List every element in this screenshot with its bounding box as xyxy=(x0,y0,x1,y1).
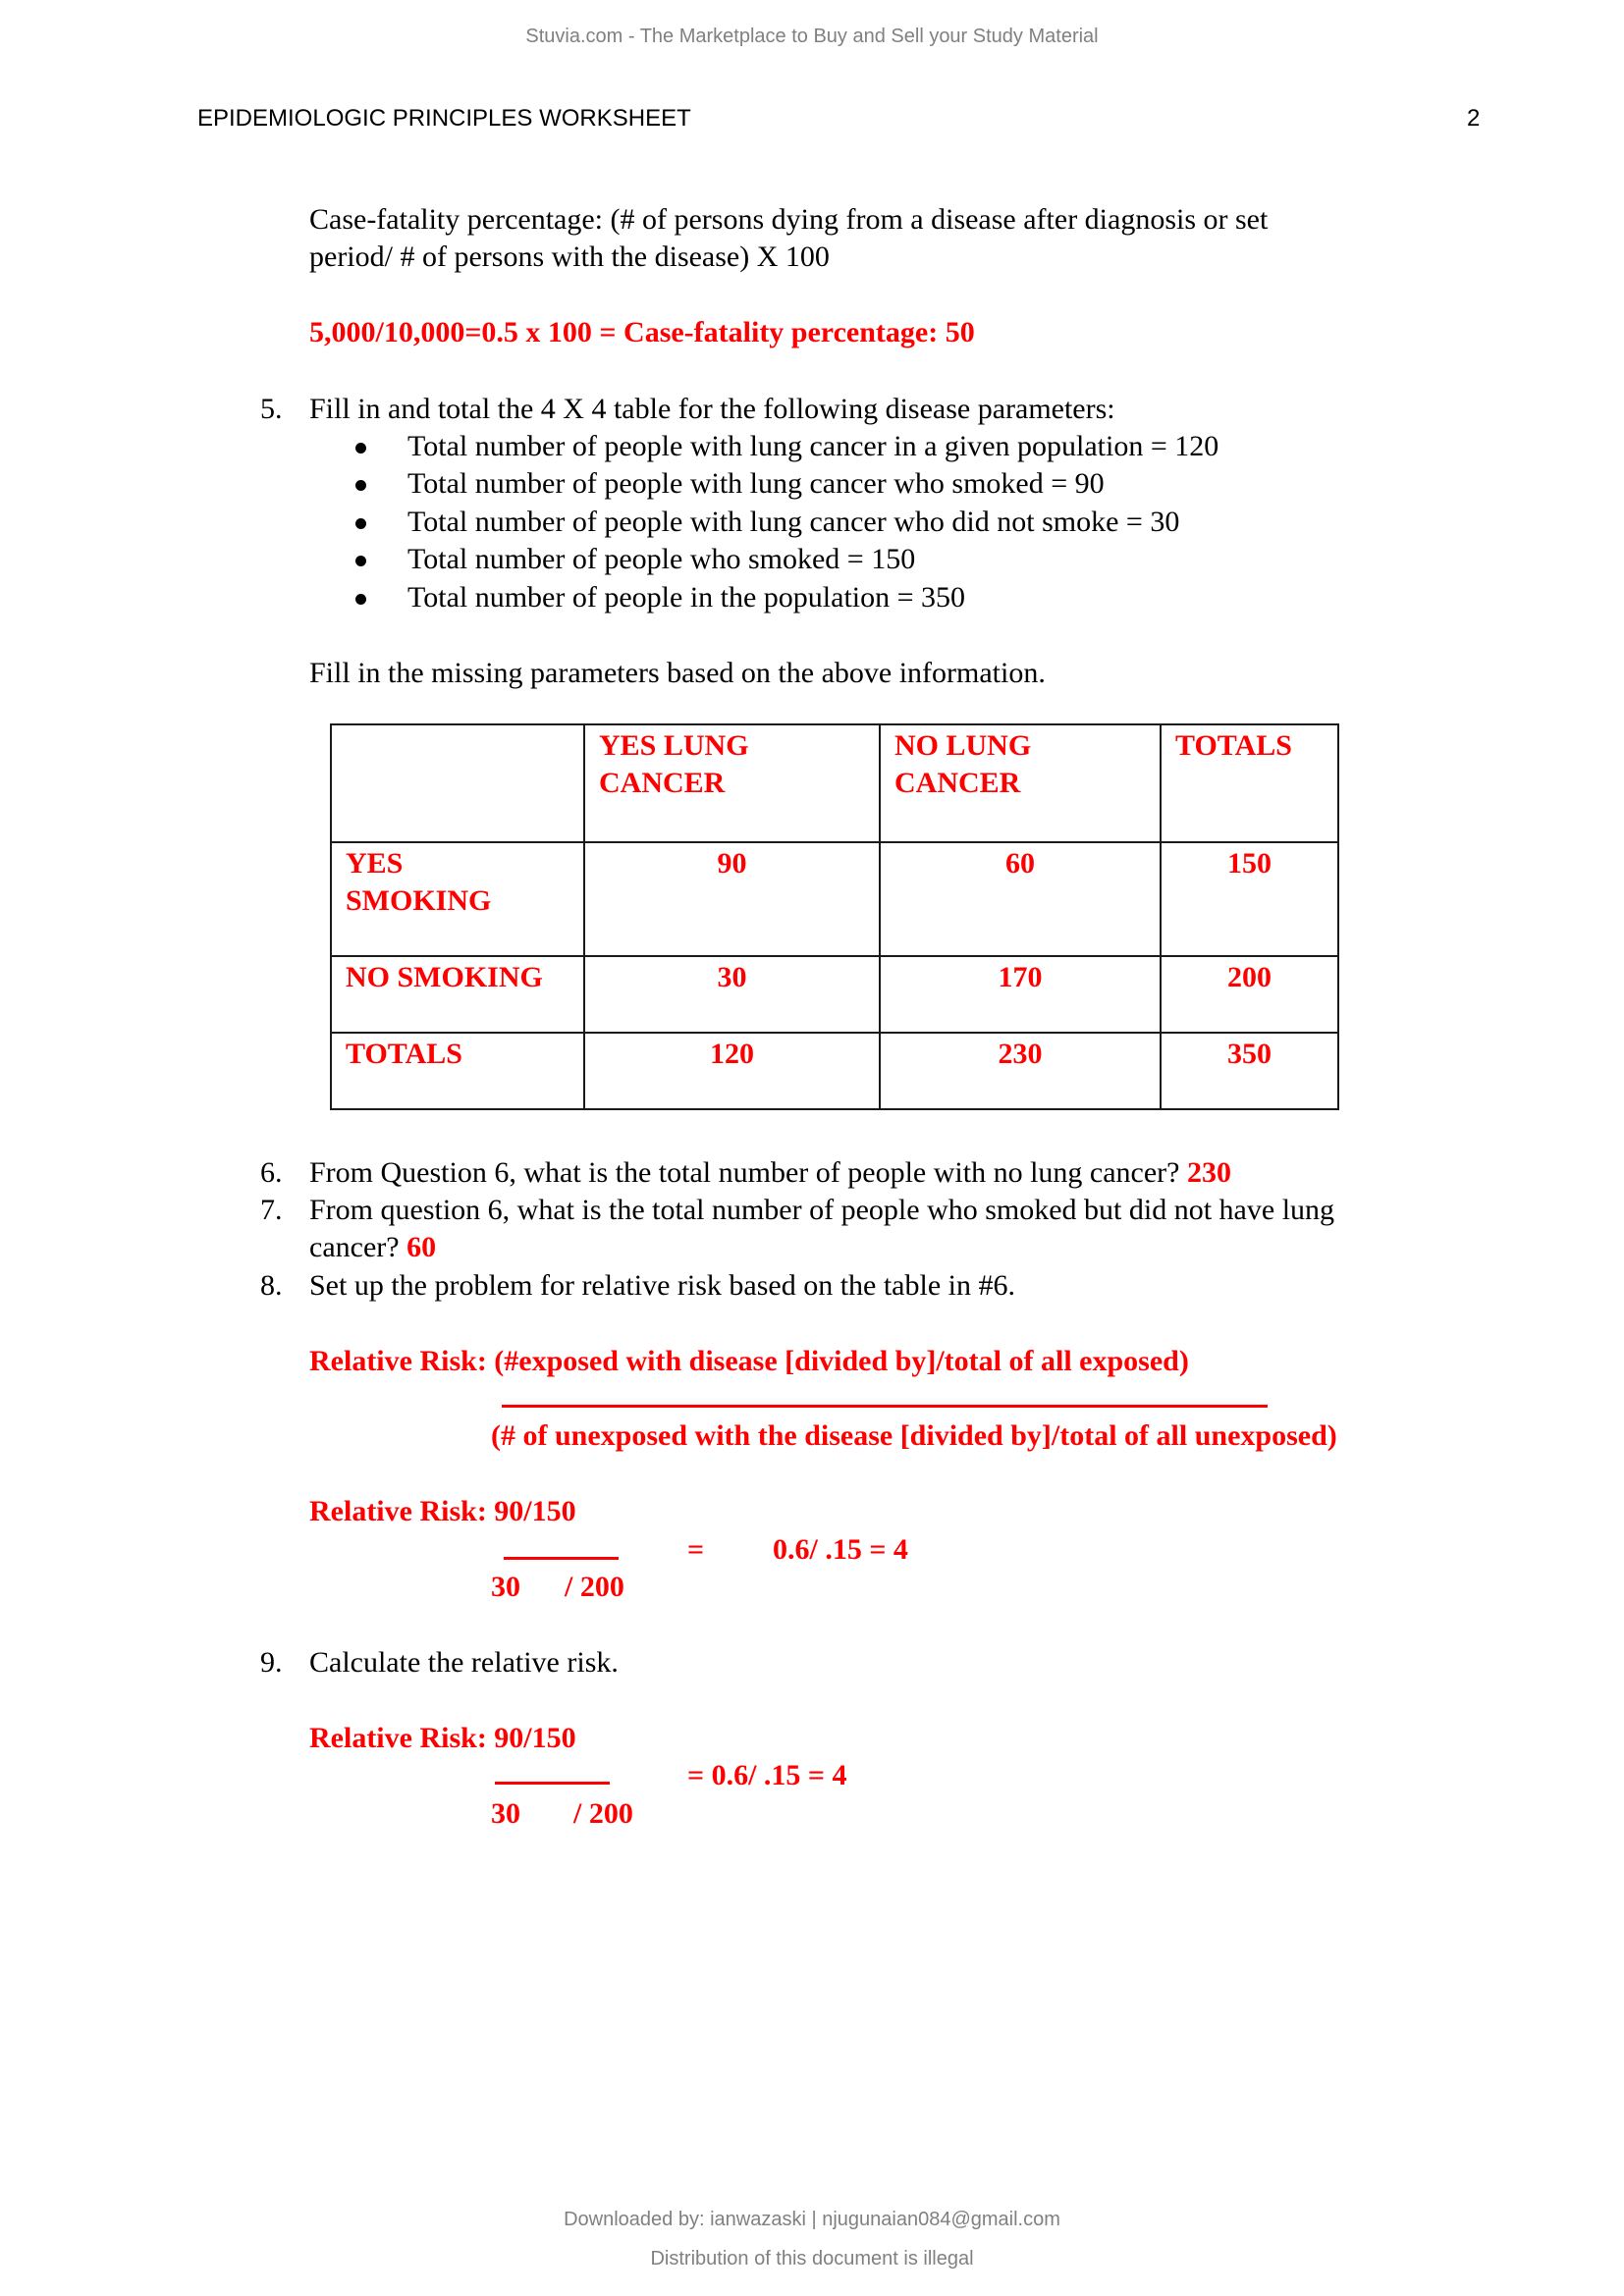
watermark-distribution-notice: Distribution of this document is illegal xyxy=(650,2248,974,2269)
row-label-no-smoking: NO SMOKING xyxy=(331,956,584,1033)
watermark-downloaded-by: Downloaded by: ianwazaski | njugunaian084@gmail.com xyxy=(564,2209,1060,2230)
question-5-bullet: Total number of people with lung cancer who did not smoke = 30 xyxy=(407,506,1180,538)
table-row xyxy=(331,842,1338,956)
table-header-yes-lung-cancer: YES LUNG CANCER xyxy=(584,724,880,842)
bullet-icon xyxy=(355,443,366,454)
question-7-text-line2: cancer? xyxy=(309,1231,400,1263)
question-8-text: Set up the problem for relative risk based on the table in #6. xyxy=(309,1269,1015,1302)
table-row xyxy=(331,956,1338,1033)
cell-yes-smoking-no-cancer: 60 xyxy=(880,842,1161,956)
relative-risk-denominator-a: 30 xyxy=(491,1571,520,1603)
row-label-totals: TOTALS xyxy=(331,1033,584,1109)
contingency-table xyxy=(330,723,1339,1110)
table-row xyxy=(331,1033,1338,1109)
table-header-row xyxy=(331,724,1338,842)
question-5-text: Fill in and total the 4 X 4 table for the following disease parameters: xyxy=(309,393,1115,425)
bullet-icon xyxy=(355,480,366,491)
relative-risk-calc-denominator-a: 30 xyxy=(491,1797,520,1830)
cell-totals-yes-cancer: 120 xyxy=(584,1033,880,1109)
case-fatality-answer: 5,000/10,000=0.5 x 100 = Case-fatality percentage: 50 xyxy=(309,316,975,348)
question-9-number: 9. xyxy=(260,1646,283,1679)
question-6-answer: 230 xyxy=(1186,1156,1231,1189)
bullet-icon xyxy=(355,518,366,529)
fraction-bar xyxy=(502,1405,1268,1408)
cell-yes-smoking-total: 150 xyxy=(1161,842,1338,956)
cell-no-smoking-total: 200 xyxy=(1161,956,1338,1033)
question-5-bullet: Total number of people in the population = 350 xyxy=(407,581,966,614)
question-7-number: 7. xyxy=(260,1194,283,1226)
watermark-top: Stuvia.com - The Marketplace to Buy and Sell your Study Material xyxy=(525,26,1099,47)
running-header-title: EPIDEMIOLOGIC PRINCIPLES WORKSHEET xyxy=(197,105,691,132)
question-8-number: 8. xyxy=(260,1269,283,1302)
relative-risk-calc-result: = 0.6/ .15 = 4 xyxy=(687,1759,847,1791)
relative-risk-formula-denominator: (# of unexposed with the disease [divided by]/total of all unexposed) xyxy=(491,1419,1337,1452)
relative-risk-calc-numerator: Relative Risk: 90/150 xyxy=(309,1722,576,1754)
question-7 xyxy=(309,1229,436,1266)
bullet-icon xyxy=(355,556,366,566)
page-number: 2 xyxy=(1467,105,1481,132)
row-label-yes-smoking: YES SMOKING xyxy=(331,842,584,956)
question-5-instruction: Fill in the missing parameters based on the above information. xyxy=(309,657,1046,689)
question-5-bullet: Total number of people with lung cancer who smoked = 90 xyxy=(407,467,1105,500)
question-7-text-line1: From question 6, what is the total number of people who smoked but did not have lung xyxy=(309,1194,1335,1226)
table-header-empty xyxy=(331,724,584,842)
cell-yes-smoking-yes-cancer: 90 xyxy=(584,842,880,956)
cell-grand-total: 350 xyxy=(1161,1033,1338,1109)
table-header-totals: TOTALS xyxy=(1161,724,1338,842)
cell-no-smoking-yes-cancer: 30 xyxy=(584,956,880,1033)
question-9-text: Calculate the relative risk. xyxy=(309,1646,619,1679)
question-6 xyxy=(309,1154,1231,1192)
relative-risk-formula-numerator: Relative Risk: (#exposed with disease [divided by]/total of all exposed) xyxy=(309,1345,1189,1377)
question-6-number: 6. xyxy=(260,1156,283,1189)
relative-risk-worked-numerator: Relative Risk: 90/150 xyxy=(309,1495,576,1527)
relative-risk-denominator-b: / 200 xyxy=(565,1571,624,1603)
question-5-number: 5. xyxy=(260,393,283,425)
fraction-bar xyxy=(504,1557,619,1560)
question-6-text: From Question 6, what is the total number of people with no lung cancer? xyxy=(309,1156,1180,1189)
case-fatality-definition-line2: period/ # of persons with the disease) X 100 xyxy=(309,240,830,273)
question-7-answer: 60 xyxy=(406,1231,437,1263)
relative-risk-result: 0.6/ .15 = 4 xyxy=(773,1533,908,1566)
cell-totals-no-cancer: 230 xyxy=(880,1033,1161,1109)
cell-no-smoking-no-cancer: 170 xyxy=(880,956,1161,1033)
bullet-icon xyxy=(355,594,366,605)
fraction-bar xyxy=(495,1782,610,1785)
case-fatality-definition-line1: Case-fatality percentage: (# of persons dying from a disease after diagnosis or set xyxy=(309,203,1269,236)
question-5-bullet: Total number of people who smoked = 150 xyxy=(407,543,916,575)
relative-risk-calc-denominator-b: / 200 xyxy=(573,1797,633,1830)
relative-risk-equals: = xyxy=(687,1533,705,1566)
table-header-no-lung-cancer: NO LUNG CANCER xyxy=(880,724,1161,842)
question-5-bullet: Total number of people with lung cancer in a given population = 120 xyxy=(407,430,1219,462)
